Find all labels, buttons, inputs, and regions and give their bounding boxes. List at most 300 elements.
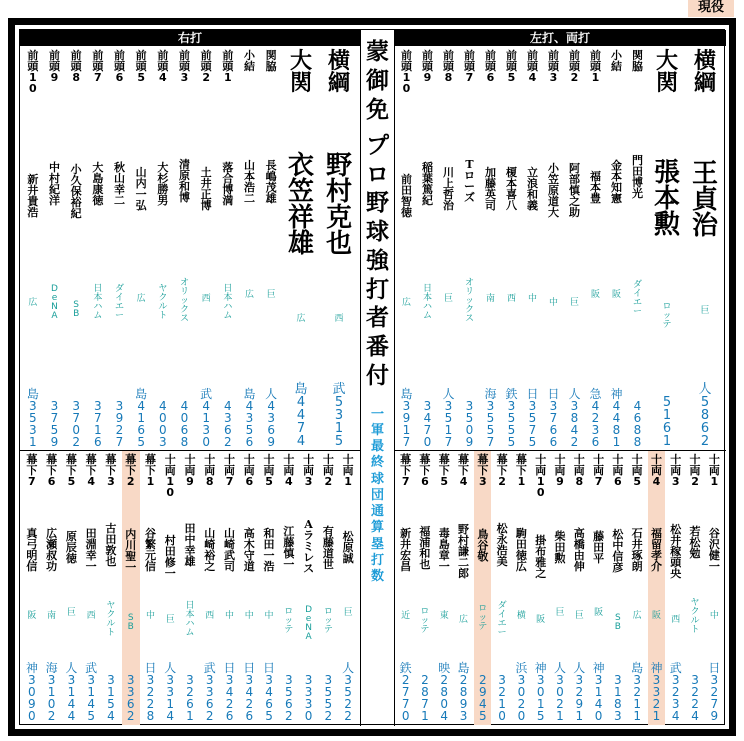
base-total: 3 4 7 0 [423,399,432,449]
rank-label: 幕 下 1 [144,453,156,488]
base-total: 3 5 6 2 [284,672,293,723]
player-name: 掛 布 雅 之 [535,534,547,580]
banzuke-entry [318,454,338,722]
team-label: ロ ッ テ [323,607,333,636]
team-label: ロ ッ テ [420,607,430,636]
team-label: 日 本 ハ ム [185,601,195,639]
banzuke-entry [217,50,239,448]
base-total: 神 3 1 4 0 [592,660,605,723]
team-label: 阪 [590,290,600,301]
banzuke-entry [473,454,492,722]
team-label: 巨 [700,305,710,316]
team-label: D e N A [51,284,58,321]
player-name: 落 合 博 満 [222,161,234,207]
rank-label: 前 頭 6 [485,49,496,84]
banzuke-entry [608,454,627,722]
team-label: 阪 [651,611,661,622]
base-total: 島 2 8 9 3 [457,661,470,723]
base-total: 武 5 3 1 5 [332,381,346,449]
player-name: 柴 田 勲 [554,530,566,566]
rank-label: 幕 下 6 [419,453,431,488]
rank-label: 大 関 [289,48,312,96]
player-name: 大 島 康 徳 [92,161,104,207]
rank-label: 十 両 1 [708,453,720,488]
rank-label: 前 頭 1 0 [27,49,39,95]
base-total: 日 3 7 6 6 [547,386,560,449]
player-name: 秋 山 幸 二 [113,161,125,207]
team-label: ダ イ エ ー [497,601,507,639]
rank-label: 前 頭 8 [70,49,82,84]
base-total: 人 5 8 6 2 [698,381,712,449]
base-total: 島 3 5 3 1 [26,386,39,449]
rank-label: 前 頭 7 [464,49,475,84]
banzuke-entry [606,50,627,448]
player-name: 山 崎 武 司 [224,526,236,573]
rank-label: 幕 下 7 [26,453,38,488]
player-name: 松 中 信 彦 [612,527,624,574]
rank-label: 十 両 4 [283,453,295,488]
banzuke-entry [152,50,174,448]
base-total: 日 3 4 6 5 [263,660,276,723]
base-total: 日 3 2 7 9 [708,660,721,723]
base-total: 3 2 2 4 [691,672,699,723]
banzuke-entry [705,454,724,722]
team-label: 巨 [555,607,565,618]
banzuke-entry [62,454,82,722]
team-label: オ リ ッ ク ス [179,278,189,324]
player-name: 江 藤 慎 一 [283,524,295,571]
player-name: 福 留 孝 介 [650,526,662,573]
rank-label: 関 脇 [265,49,277,73]
rank-label: 幕 下 2 [125,453,137,488]
player-name: 土 井 正 博 [200,166,212,212]
rank-label: 幕 下 1 [515,453,527,488]
player-name: 前 田 智 徳 [401,173,412,220]
player-name: 広 瀬 叔 功 [46,526,58,573]
base-total: 2 8 7 1 [421,672,429,723]
player-name: 高 木 守 道 [243,526,255,573]
base-total: 3 1 8 3 [614,672,622,723]
banzuke-entry [87,50,109,448]
team-label: 巨 [66,607,76,618]
rank-label: 小 結 [611,49,622,73]
banzuke-entry [65,50,87,448]
rank-label: 十 両 4 [650,453,662,488]
banzuke-entry [459,50,480,448]
base-total: 人 3 5 1 7 [442,387,455,449]
rank-label: 十 両 3 [670,453,682,488]
banzuke-entry [550,454,569,722]
banzuke-subtitle: 一 軍 最 終 球 団 通 算 塁 打 数 [370,406,384,584]
team-label: 西 [86,611,96,622]
banzuke-entry [220,454,240,722]
rank-label: 幕 下 2 [496,453,508,488]
team-label: 南 [485,294,495,304]
status-tab: 現役 [688,0,734,17]
base-total: 4 6 8 8 [633,398,642,449]
banzuke-entry [589,454,608,722]
team-label: ヤ ク ル ト [690,597,700,635]
banzuke-entry [522,50,543,448]
team-label: 広 [28,297,38,308]
base-total: 3 7 0 2 [72,398,80,449]
rank-label: 前 頭 4 [527,49,538,84]
player-name: 毒 島 章 一 [438,526,450,573]
banzuke-entry [22,50,44,448]
player-name: 谷 沢 健 一 [708,526,720,573]
team-label: 巨 [569,297,579,308]
team-label: 巨 [574,611,584,622]
player-name: 山 本 浩 二 [243,158,255,205]
rank-label: 前 頭 4 [157,49,169,84]
banzuke-entry [417,50,438,448]
player-name: 内 川 聖 一 [125,527,137,574]
rank-label: 幕 下 5 [438,453,450,488]
team-label: 日 本 ハ ム [422,284,432,321]
team-label: 日 本 ハ ム [93,284,103,321]
player-name: 中 村 紀 洋 [48,161,60,207]
left-batter-header: 左打、両打 [394,30,726,46]
player-name: 大 杉 勝 男 [157,161,169,207]
player-name: 和 田 一 浩 [263,526,275,573]
banzuke-entry [42,454,62,722]
banzuke-entry [320,50,358,448]
banzuke-entry [121,454,141,722]
banzuke-entry [260,50,282,448]
team-label: S B [73,299,80,319]
rank-label: 十 両 1 0 [535,453,547,499]
player-name: 福 本 豊 [590,169,601,205]
team-label: ヤ ク ル ト [158,284,168,321]
player-name: 新 井 貴 浩 [27,173,39,220]
player-name: 原 辰 徳 [65,530,77,566]
rank-label: 十 両 5 [263,453,275,488]
rank-label: 前 頭 3 [548,49,559,84]
team-label: 東 [439,611,449,622]
team-label: 西 [334,314,344,325]
base-total: 武 4 1 3 0 [200,387,213,449]
team-label: 広 [401,297,411,308]
team-label: 阪 [536,615,546,625]
team-label: 中 [548,297,558,308]
base-total: 4 3 6 2 [224,399,232,449]
banzuke-entry [480,50,501,448]
banzuke-entry [180,454,200,722]
base-total: 島 3 2 1 1 [631,660,644,723]
banzuke-entry [512,454,531,722]
rank-label: 前 頭 9 [422,49,433,84]
team-label: 巨 [165,615,175,625]
team-label: 横 [516,611,526,622]
base-total: 人 3 2 9 1 [573,660,586,723]
banzuke-entry [259,454,279,722]
player-name: 小 久 保 裕 紀 [70,163,82,221]
team-label: S B [127,613,134,633]
banzuke-title: 蒙 御 免 プ ロ 野 球 強 打 者 番 付 [366,38,389,389]
team-label: 中 [145,611,155,622]
base-total: 日 3 2 2 8 [144,660,157,723]
rank-label: 前 頭 1 0 [401,49,412,95]
rank-label: 前 頭 8 [443,49,454,84]
player-name: 川 上 哲 治 [443,166,454,212]
banzuke-entry [130,50,152,448]
player-name: 長 嶋 茂 雄 [265,158,277,205]
player-name: 若 松 勉 [689,525,701,561]
base-total: 武 3 2 3 4 [669,661,682,723]
base-total: 3 7 1 6 [94,399,102,449]
banzuke-entry [200,454,220,722]
banzuke-entry [239,50,261,448]
player-name: 門 田 博 光 [632,153,643,200]
banzuke-entry [282,50,320,448]
base-total: 神 3 0 9 0 [25,660,38,723]
rank-label: 十 両 9 [184,453,196,488]
banzuke-entry [239,454,259,722]
team-label: 中 [244,611,254,622]
base-total: 武 3 1 4 5 [85,660,98,723]
banzuke-entry [648,50,686,448]
team-label: 西 [205,611,215,622]
player-name: 張 本 勲 [653,157,680,240]
base-total: 海 3 1 0 2 [45,660,58,723]
player-name: 古 田 敦 也 [105,521,117,568]
right-batter-header: 右打 [20,30,360,46]
player-name: 加 藤 英 司 [485,166,496,212]
rank-label: 十 両 1 0 [164,453,176,499]
base-total: 3 5 5 2 [324,672,333,723]
player-name: A ラ ミ レ ス [303,518,315,575]
banzuke-entry [685,454,704,722]
player-name: 衣 笠 祥 雄 [287,150,314,259]
banzuke-entry [415,454,434,722]
team-label: 中 [527,294,537,304]
rank-label: 十 両 9 [554,453,566,488]
player-name: 駒 田 徳 広 [515,526,527,573]
banzuke-entry [396,454,415,722]
base-total: 急 4 2 3 6 [589,386,602,449]
team-label: 西 [201,294,211,304]
base-total: 日 3 4 2 6 [243,660,256,723]
center-right-divider [394,30,395,726]
rank-label: 前 頭 2 [569,49,580,84]
team-label: 南 [47,611,57,622]
base-total: 島 4 4 7 4 [294,381,308,449]
banzuke-entry [101,454,121,722]
base-total: 映 2 8 0 4 [438,660,451,723]
banzuke-entry [44,50,66,448]
base-total: 日 3 4 2 6 [223,660,236,723]
banzuke-entry [396,50,417,448]
base-total: 島 4 1 6 5 [135,387,148,449]
base-total: 3 7 5 9 [50,399,59,449]
player-name: 松 井 稼 頭 央 [670,523,682,580]
banzuke-entry [81,454,101,722]
team-label: 西 [671,615,681,625]
base-total: 島 3 9 1 7 [400,386,413,449]
player-name: 谷 繁 元 信 [144,526,156,573]
team-label: 日 本 ハ ム [223,284,233,321]
banzuke-entry [109,50,131,448]
player-name: 松 原 誠 [342,530,354,566]
banzuke-entry [585,50,606,448]
rank-label: 十 両 8 [204,453,216,488]
rank-label: 前 頭 6 [113,49,125,84]
rank-label: 横 綱 [693,48,716,96]
base-total: 人 3 3 1 4 [164,661,177,723]
banzuke-entry [435,454,454,722]
banzuke-entry [564,50,585,448]
rank-label: 横 綱 [327,48,350,96]
base-total: 武 3 3 6 2 [203,660,216,723]
player-name: 阿 部 慎 之 助 [569,162,580,220]
base-total: 3 5 0 9 [465,399,474,449]
banzuke-entry [666,454,685,722]
player-name: 清 原 和 博 [178,158,190,204]
right-tier-divider [20,450,360,451]
center-left-divider [360,30,361,726]
team-label: 阪 [27,611,37,622]
player-name: 真 弓 明 信 [26,526,38,573]
player-name: 福 浦 和 也 [419,524,431,571]
player-name: 野 村 謙 二 郎 [458,523,470,580]
base-total: 人 3 8 4 2 [568,386,581,449]
rank-label: 幕 下 3 [477,453,489,488]
player-name: 田 中 幸 雄 [184,521,196,568]
banzuke-entry [492,454,511,722]
banzuke-entry [338,454,358,722]
player-name: 山 内 一 弘 [135,166,147,212]
base-total: 3 2 1 0 [498,672,506,723]
rank-label: 十 両 8 [573,453,585,488]
team-label: 西 [506,294,516,304]
base-total: 人 3 1 4 4 [65,660,78,723]
rank-label: 前 頭 5 [135,49,147,84]
banzuke-entry [501,50,522,448]
player-name: T ロ ー ズ [464,158,475,204]
rank-label: 十 両 1 [342,453,354,488]
team-label: 阪 [611,290,621,301]
base-total: 島 4 3 5 6 [243,386,256,449]
base-total: 3 3 6 2 [126,672,135,723]
base-total: 鉄 3 5 5 5 [505,387,518,449]
player-name: 藤 田 平 [593,530,605,566]
banzuke-inner [19,29,725,725]
base-total: 神 3 3 2 1 [650,660,663,723]
base-total: 2 9 4 5 [478,672,487,723]
rank-label: 十 両 7 [224,453,236,488]
rank-label: 前 頭 2 [200,49,212,84]
banzuke-entry [195,50,217,448]
banzuke-entry [141,454,161,722]
team-label: 中 [709,611,719,622]
team-label: S B [614,613,621,633]
rank-label: 十 両 7 [593,453,605,488]
rank-label: 前 頭 1 [590,49,601,84]
rank-label: 前 頭 1 [222,49,234,84]
base-total: 3 1 5 4 [107,672,115,723]
rank-label: 前 頭 7 [92,49,104,84]
base-total: 5 1 6 1 [662,394,672,449]
team-label: D e N A [305,605,313,642]
player-name: 稲 葉 篤 紀 [422,161,433,207]
player-name: 松 永 浩 美 [496,521,508,568]
team-label: 広 [296,314,306,325]
base-total: 人 4 3 6 9 [265,386,278,449]
rank-label: 関 脇 [632,49,643,73]
player-name: 榎 本 喜 八 [506,166,517,212]
banzuke-entry [531,454,550,722]
base-total: 神 3 0 1 5 [534,661,547,723]
base-total: 鉄 2 7 7 0 [399,660,412,723]
base-total: 人 3 5 2 2 [342,660,355,723]
player-name: 村 田 修 一 [164,534,176,580]
base-total: 4 0 6 8 [180,399,189,449]
team-label: ロ ッ テ [662,302,672,331]
banzuke-entry [686,50,724,448]
rank-label: 幕 下 4 [85,453,97,488]
rank-label: 大 関 [655,48,678,96]
player-name: 小 笠 原 道 大 [548,162,559,220]
rank-label: 十 両 6 [612,453,624,488]
banzuke-entry [647,454,666,722]
player-name: 新 井 宏 昌 [400,526,412,573]
team-label: ロ ッ テ [478,603,488,632]
player-name: 立 浪 和 義 [527,166,538,212]
player-name: 石 井 琢 朗 [631,526,643,573]
rank-label: 十 両 2 [322,453,334,488]
team-label: 広 [632,611,642,622]
base-total: 3 9 2 7 [115,399,124,449]
center-title-column [361,30,394,726]
player-name: 野 村 克 也 [325,150,352,259]
team-label: 阪 [594,607,604,618]
player-name: 高 橋 由 伸 [573,526,585,573]
rank-label: 十 両 6 [243,453,255,488]
banzuke-entry [454,454,473,722]
banzuke-entry [160,454,180,722]
banzuke-entry [570,454,589,722]
left-tier-divider [394,450,726,451]
team-label: オ リ ッ ク ス [464,278,474,324]
rank-label: 幕 下 6 [46,453,58,488]
player-name: 金 本 知 憲 [611,158,622,205]
team-label: ダ イ エ ー [632,280,642,318]
team-label: 広 [136,294,146,304]
player-name: 田 淵 幸 一 [85,526,97,573]
banzuke-entry [279,454,299,722]
team-label: 広 [244,290,254,301]
base-total: 人 3 0 2 1 [553,660,566,723]
base-total: 浜 3 0 2 0 [515,660,528,723]
team-label: 中 [264,611,274,622]
banzuke-entry [628,454,647,722]
team-label: 近 [401,611,411,622]
rank-label: 前 頭 5 [506,49,517,84]
banzuke-entry [299,454,319,722]
rank-label: 前 頭 3 [178,49,190,84]
team-label: 巨 [266,290,276,301]
rank-label: 十 両 2 [689,453,701,488]
rank-label: 前 頭 9 [48,49,60,84]
team-label: 巨 [443,294,453,304]
banzuke-chart [8,18,736,736]
banzuke-entry [22,454,42,722]
banzuke-entry [543,50,564,448]
base-total: 海 3 5 5 7 [484,387,497,449]
base-total: 日 3 5 7 5 [526,387,539,449]
player-name: 鳥 谷 敬 [477,528,489,564]
rank-label: 幕 下 5 [65,453,77,488]
